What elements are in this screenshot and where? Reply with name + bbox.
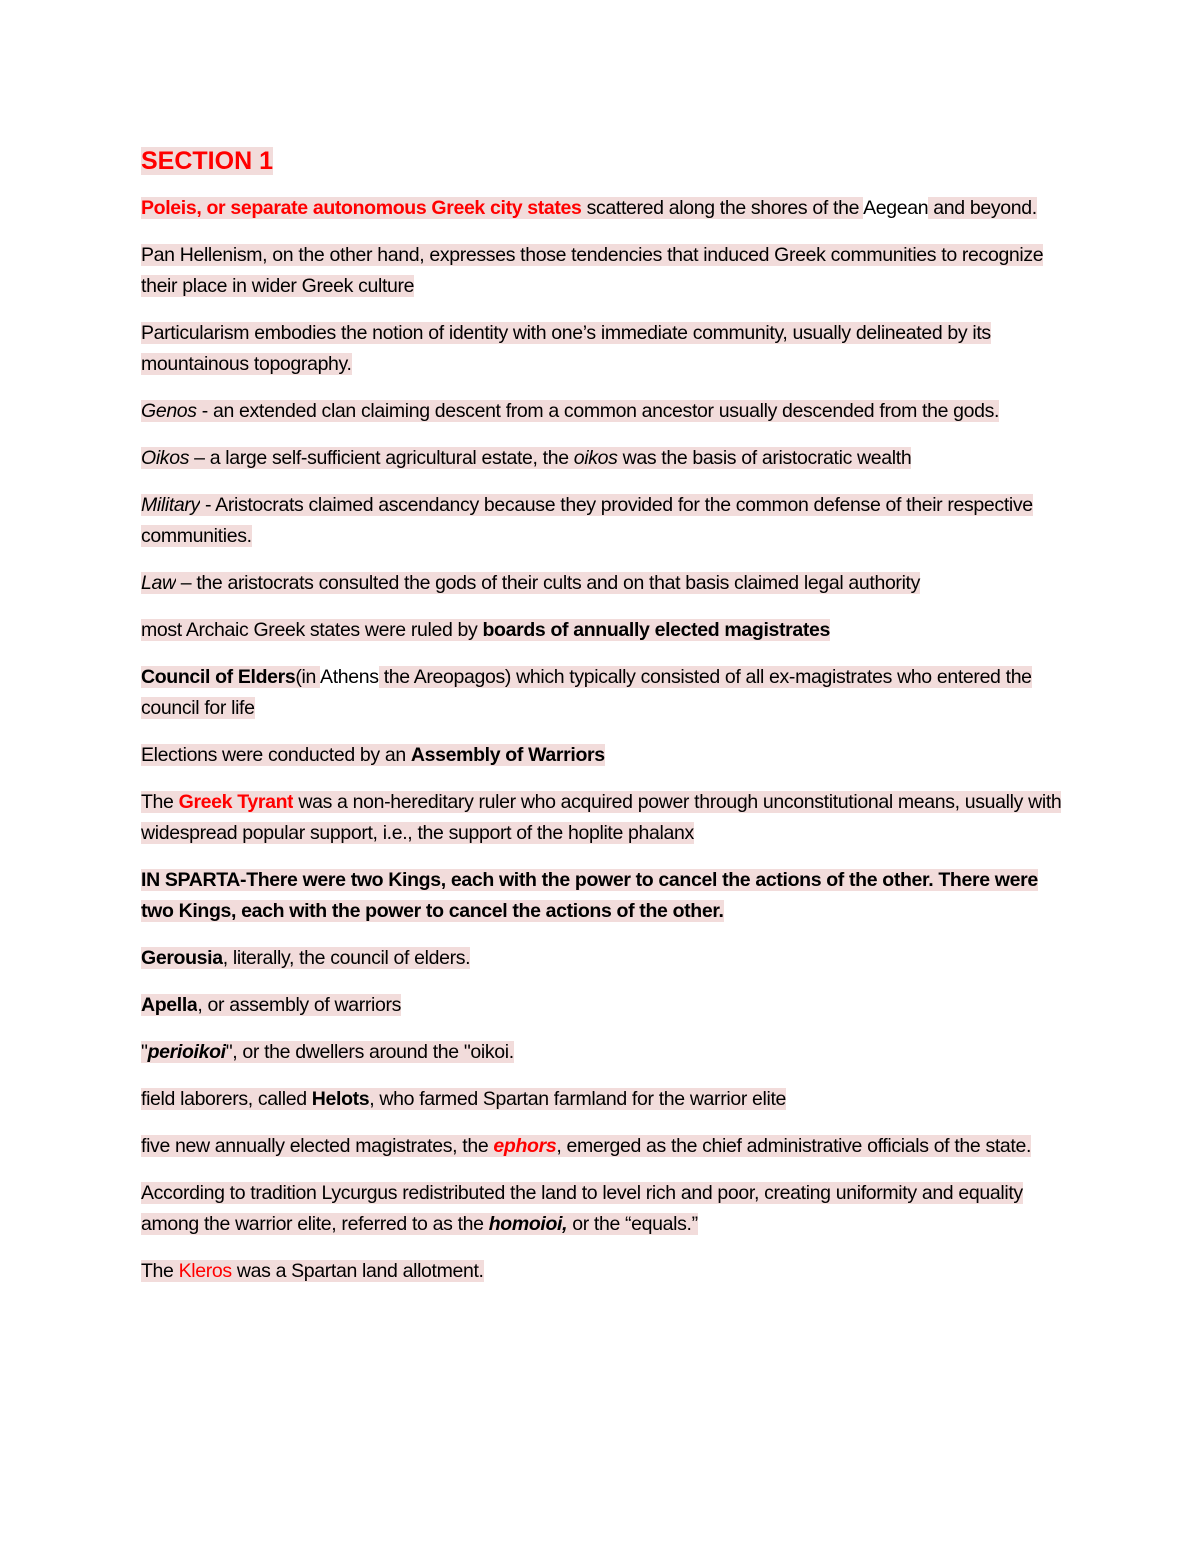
paragraph-greek-tyrant xyxy=(141,787,1066,849)
section-title xyxy=(141,143,1066,179)
paragraph-apella xyxy=(141,990,1066,1021)
paragraph-text: field laborers, called xyxy=(141,1088,312,1110)
paragraph-text: (in xyxy=(295,666,321,688)
term-council-of-elders: Council of Elders xyxy=(141,666,296,688)
paragraph-poleis xyxy=(141,193,1066,224)
paragraph-text: Pan Hellenism, on the other hand, expresses those tendencies that induced Greek communities to recognize their place in wider Greek culture xyxy=(141,244,1044,297)
term-greek-tyrant: Greek Tyrant xyxy=(178,791,294,813)
term-homoioi: homoioi, xyxy=(488,1213,568,1235)
unhighlighted-word: Athens xyxy=(320,666,379,688)
term-perioikoi: perioikoi xyxy=(147,1041,226,1063)
term-boards-of-magistrates: boards of annually elected magistrates xyxy=(482,619,831,641)
paragraph-magistrates xyxy=(141,615,1066,646)
paragraph-text: scattered along the shores of the xyxy=(581,197,864,219)
paragraph-lycurgus xyxy=(141,1178,1066,1240)
document-body xyxy=(141,143,1066,1303)
paragraph-text: ", or the dwellers around the "oikoi. xyxy=(225,1041,514,1063)
paragraph-text: - an extended clan claiming descent from a common ancestor usually descended from the gods. xyxy=(196,400,1000,422)
paragraph-text: was the basis of aristocratic wealth xyxy=(617,447,912,469)
unhighlighted-word: Aegean xyxy=(863,197,929,219)
paragraph-text: " xyxy=(141,1041,148,1063)
paragraph-text: The xyxy=(141,791,179,813)
paragraph-text: the Areopagos) which typically consisted of all ex-magistrates who entered the council for life xyxy=(141,666,1032,719)
sparta-kings-text: IN SPARTA-There were two Kings, each with the power to cancel the actions of the other. There were two Kings, each with the power to cancel the actions of the other. xyxy=(141,869,1038,922)
term-genos: Genos xyxy=(141,400,197,422)
term-gerousia: Gerousia xyxy=(141,947,223,969)
paragraph-particularism xyxy=(141,318,1066,380)
term-apella: Apella xyxy=(141,994,198,1016)
term-assembly-of-warriors: Assembly of Warriors xyxy=(410,744,605,766)
paragraph-helots xyxy=(141,1084,1066,1115)
paragraph-text: , emerged as the chief administrative officials of the state. xyxy=(556,1135,1032,1157)
paragraph-text: According to tradition Lycurgus redistributed the land to level rich and poor, creating uniformity and equality among the warrior elite, referred to as the xyxy=(141,1182,1023,1235)
paragraph-ephors xyxy=(141,1131,1066,1162)
section-title-text: SECTION 1 xyxy=(141,147,273,175)
paragraph-text: or the “equals.” xyxy=(567,1213,698,1235)
term-helots: Helots xyxy=(311,1088,370,1110)
term-kleros: Kleros xyxy=(178,1260,232,1282)
term-oikos: Oikos xyxy=(141,447,190,469)
paragraph-law xyxy=(141,568,1066,599)
paragraph-text: - Aristocrats claimed ascendancy because they provided for the common defense of their respective communities. xyxy=(141,494,1033,547)
paragraph-text: five new annually elected magistrates, the xyxy=(141,1135,494,1157)
paragraph-text: Particularism embodies the notion of identity with one’s immediate community, usually delineated by its mountainous topography. xyxy=(141,322,991,375)
paragraph-elections xyxy=(141,740,1066,771)
paragraph-text: , or assembly of warriors xyxy=(197,994,402,1016)
term-oikos-inline: oikos xyxy=(573,447,618,469)
term-military: Military xyxy=(141,494,200,516)
paragraph-text: – the aristocrats consulted the gods of their cults and on that basis claimed legal authority xyxy=(175,572,921,594)
paragraph-text: , literally, the council of elders. xyxy=(222,947,471,969)
paragraph-text: was a non-hereditary ruler who acquired power through unconstitutional means, usually with widespread popular support, i.e., the support of the hoplite phalanx xyxy=(141,791,1062,844)
paragraph-text: Elections were conducted by an xyxy=(141,744,411,766)
term-ephors: ephors xyxy=(493,1135,557,1157)
paragraph-text: , who farmed Spartan farmland for the warrior elite xyxy=(369,1088,787,1110)
paragraph-military xyxy=(141,490,1066,552)
paragraph-text: – a large self-sufficient agricultural estate, the xyxy=(189,447,574,469)
paragraph-gerousia xyxy=(141,943,1066,974)
term-law: Law xyxy=(141,572,176,594)
term-poleis: Poleis, or separate autonomous Greek city states xyxy=(141,197,582,219)
paragraph-text: The xyxy=(141,1260,179,1282)
paragraph-pan-hellenism xyxy=(141,240,1066,302)
paragraph-text: most Archaic Greek states were ruled by xyxy=(141,619,483,641)
paragraph-text: was a Spartan land allotment. xyxy=(231,1260,484,1282)
paragraph-kleros xyxy=(141,1256,1066,1287)
paragraph-perioikoi xyxy=(141,1037,1066,1068)
paragraph-oikos xyxy=(141,443,1066,474)
paragraph-sparta-kings xyxy=(141,865,1066,927)
paragraph-text: and beyond. xyxy=(928,197,1037,219)
paragraph-council-of-elders xyxy=(141,662,1066,724)
paragraph-genos xyxy=(141,396,1066,427)
